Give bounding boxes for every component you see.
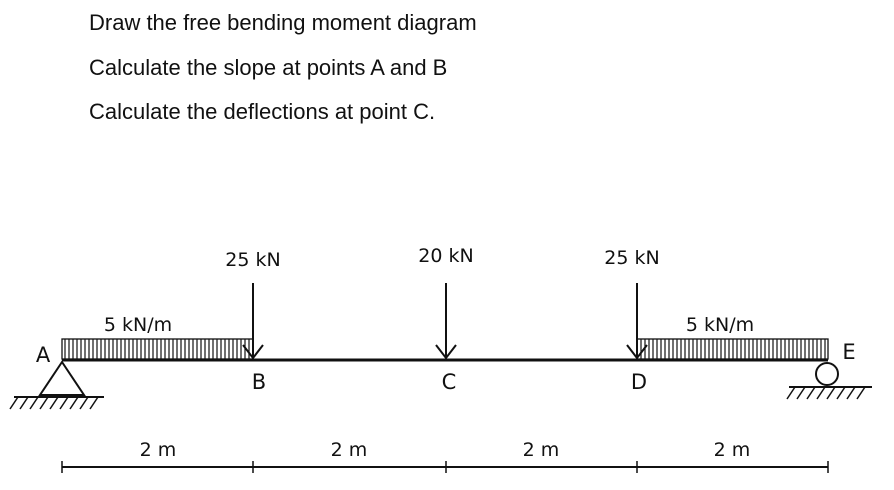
load-label-c: 20 kN — [418, 245, 474, 267]
pin-support — [10, 362, 104, 409]
point-label-d: D — [630, 370, 648, 394]
point-label-e: E — [842, 340, 856, 364]
dimension-line — [62, 461, 828, 473]
point-load-arrow-c — [436, 283, 456, 358]
udl-label-right: 5 kN/m — [685, 314, 755, 336]
task-line-3: Calculate the deflections at point C. — [89, 99, 436, 124]
roller-support — [787, 363, 872, 399]
load-label-b: 25 kN — [225, 249, 281, 271]
load-label-d: 25 kN — [604, 247, 660, 269]
udl-left — [62, 339, 253, 359]
task-line-1: Draw the free bending moment diagram — [89, 10, 477, 35]
span-label-cd: 2 m — [522, 439, 560, 461]
span-label-ab: 2 m — [139, 439, 177, 461]
point-label-a: A — [35, 343, 51, 367]
span-label-bc: 2 m — [330, 439, 368, 461]
point-label-c: C — [441, 370, 457, 394]
udl-label-left: 5 kN/m — [103, 314, 173, 336]
span-label-de: 2 m — [713, 439, 751, 461]
task-line-2: Calculate the slope at points A and B — [89, 55, 448, 80]
point-label-b: B — [251, 370, 267, 394]
udl-right — [637, 339, 828, 359]
